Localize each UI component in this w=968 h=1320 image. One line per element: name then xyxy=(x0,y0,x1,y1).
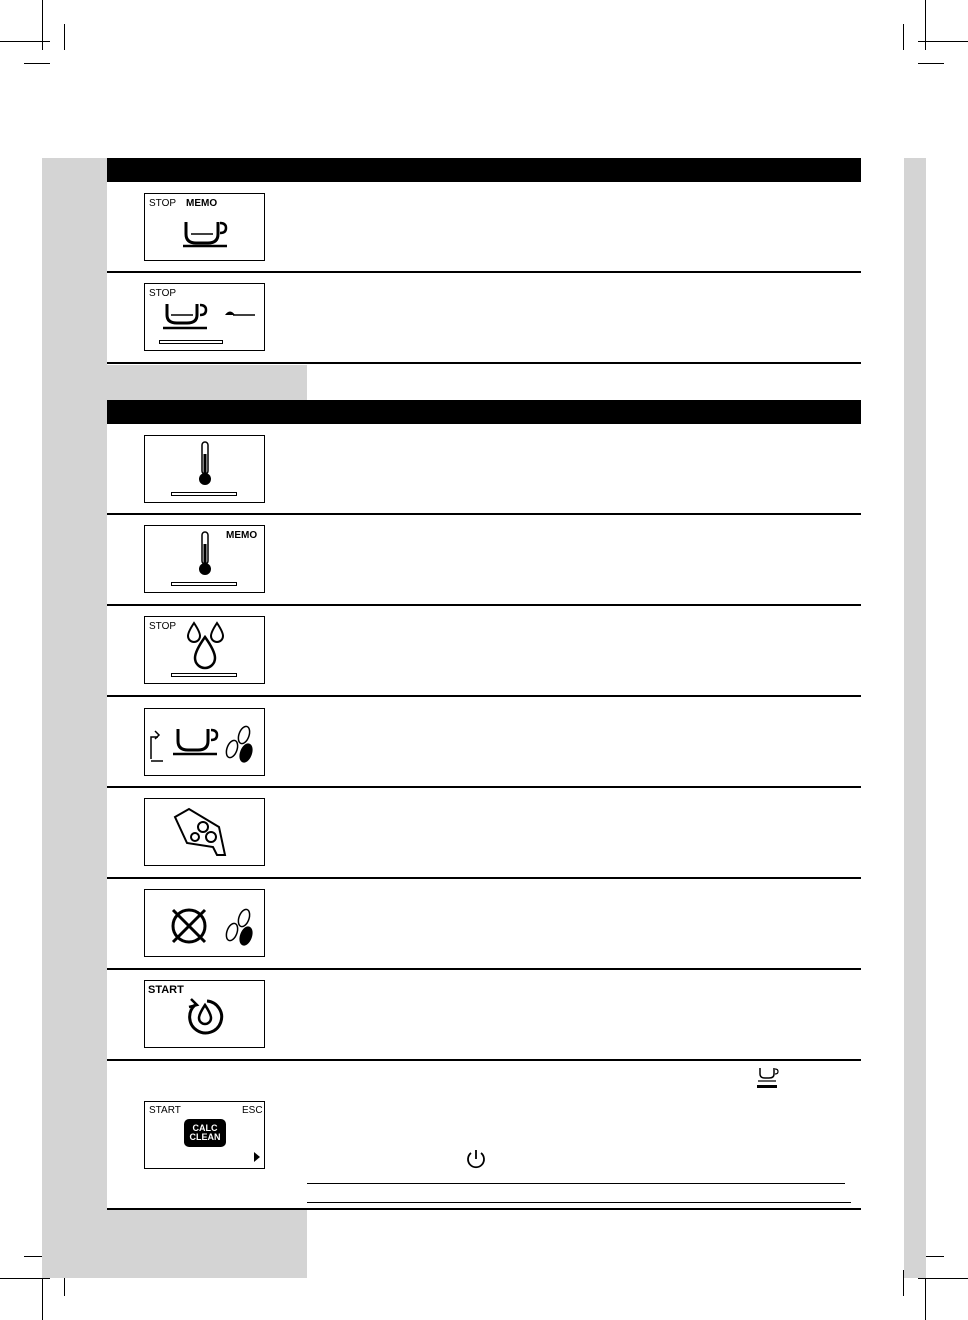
table-row xyxy=(107,788,861,879)
cup-icon xyxy=(145,194,266,262)
coffee-beans-icon xyxy=(145,890,266,958)
table-row xyxy=(107,424,861,515)
table-row xyxy=(107,1061,861,1210)
divider-line xyxy=(307,1183,845,1184)
display-screen xyxy=(144,980,265,1048)
section-gap xyxy=(107,365,307,400)
coffee-beans-icon xyxy=(145,709,266,777)
left-margin-band xyxy=(42,158,107,1278)
crop-mark xyxy=(64,24,65,50)
display-screen xyxy=(144,708,265,776)
table-row xyxy=(107,970,861,1061)
bottom-margin-band xyxy=(42,1207,307,1278)
display-screen xyxy=(144,193,265,261)
divider-line xyxy=(307,1202,851,1203)
progress-bar xyxy=(171,582,237,586)
crop-mark xyxy=(24,63,50,64)
crop-mark xyxy=(918,63,944,64)
display-screen xyxy=(144,525,265,593)
right-margin-band xyxy=(904,158,926,1278)
crop-mark xyxy=(903,24,904,50)
power-icon xyxy=(464,1147,488,1171)
badge-line-2: CLEAN xyxy=(189,1132,221,1142)
table-row xyxy=(107,515,861,606)
water-filter-icon xyxy=(145,799,266,867)
display-screen xyxy=(144,616,265,684)
table-row xyxy=(107,182,861,273)
display-label-left: STOP xyxy=(149,288,177,299)
display-screen xyxy=(144,798,265,866)
display-label-right: ESC xyxy=(242,1105,263,1116)
display-label-left: START xyxy=(149,1105,181,1116)
table-header xyxy=(107,158,861,182)
table-row xyxy=(107,606,861,697)
display-label-left: STOP xyxy=(149,621,177,632)
table-row xyxy=(107,879,861,970)
cup-memo-icon xyxy=(752,1065,782,1093)
badge-line-1: CALC xyxy=(192,1123,218,1133)
table-row xyxy=(107,697,861,788)
display-screen xyxy=(144,889,265,957)
display-screen xyxy=(144,283,265,351)
display-label-right: MEMO xyxy=(186,198,218,209)
arrow-right-icon xyxy=(145,1102,266,1170)
display-screen xyxy=(144,435,265,503)
display-label-right: MEMO xyxy=(226,530,258,541)
progress-bar xyxy=(171,673,237,677)
display-label-left: START xyxy=(148,984,184,996)
messages-table-1 xyxy=(107,158,861,364)
display-label-left: STOP xyxy=(149,198,177,209)
messages-table-2 xyxy=(107,400,861,1210)
progress-bar xyxy=(171,492,237,496)
display-screen xyxy=(144,1101,265,1169)
progress-bar xyxy=(159,340,223,344)
crop-mark xyxy=(42,0,43,50)
circuit-prime-icon xyxy=(145,981,266,1049)
table-header xyxy=(107,400,861,424)
crop-mark xyxy=(925,0,926,50)
table-row xyxy=(107,273,861,364)
